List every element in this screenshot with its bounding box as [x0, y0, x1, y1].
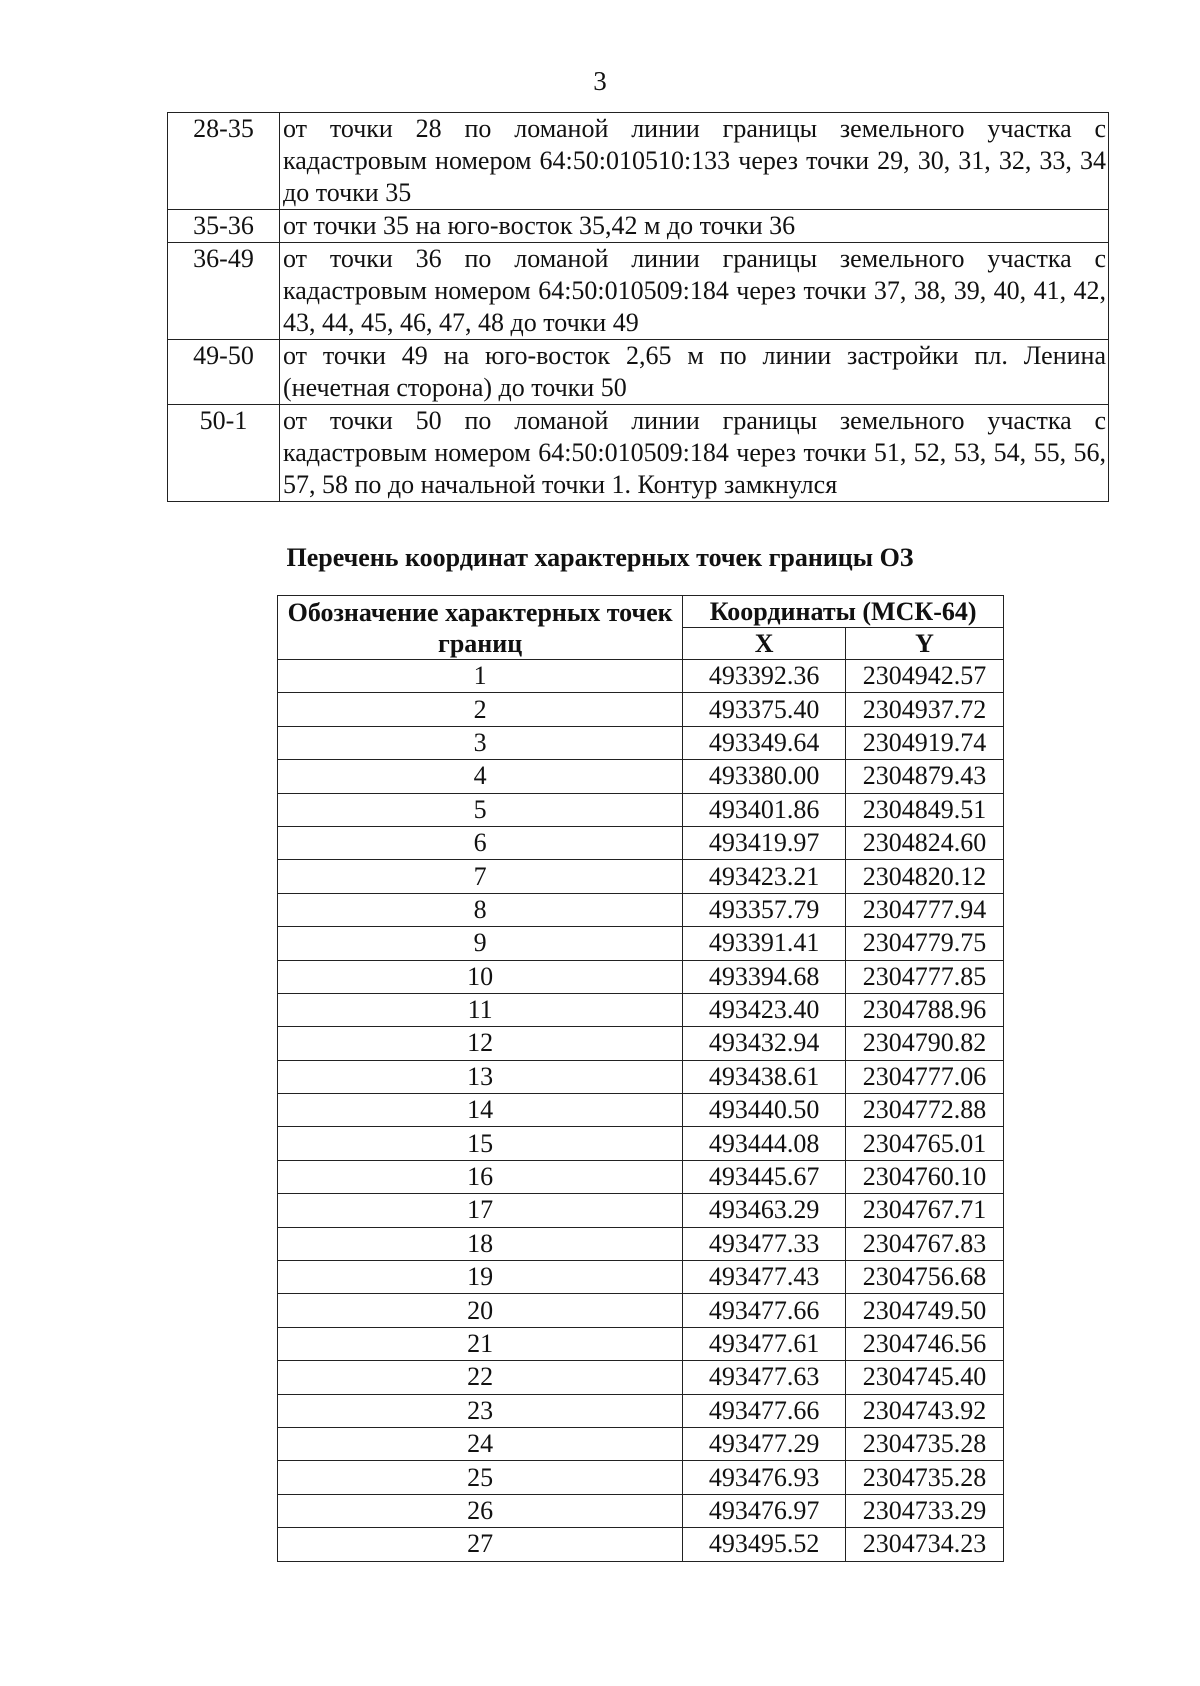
- coordinate-x: 493432.94: [683, 1027, 846, 1060]
- point-number: 26: [278, 1494, 683, 1527]
- boundary-segment: 50-1: [168, 405, 280, 502]
- coordinate-row: [278, 1094, 1004, 1127]
- coordinate-y: 2304790.82: [846, 1027, 1004, 1060]
- header-y: Y: [846, 628, 1004, 660]
- point-number: 19: [278, 1261, 683, 1294]
- coordinate-y: 2304767.83: [846, 1227, 1004, 1260]
- boundary-row: [168, 340, 1109, 405]
- coordinate-y: 2304777.06: [846, 1060, 1004, 1093]
- coordinate-row: [278, 893, 1004, 926]
- point-number: 13: [278, 1060, 683, 1093]
- point-number: 1: [278, 660, 683, 693]
- coordinate-x: 493476.93: [683, 1461, 846, 1494]
- header-points: Обозначение характерных точек границ: [278, 596, 683, 660]
- coordinate-x: 493477.63: [683, 1361, 846, 1394]
- coordinate-y: 2304746.56: [846, 1327, 1004, 1360]
- coordinates-table-body: [278, 660, 1004, 1562]
- coordinate-x: 493401.86: [683, 793, 846, 826]
- page-number: 3: [593, 66, 607, 96]
- boundary-row: [168, 405, 1109, 502]
- coordinate-row: [278, 693, 1004, 726]
- boundary-segment: 28-35: [168, 113, 280, 210]
- coordinate-y: 2304820.12: [846, 860, 1004, 893]
- coordinate-row: [278, 726, 1004, 759]
- coordinate-row: [278, 760, 1004, 793]
- header-coordinates: Координаты (МСК-64): [683, 596, 1004, 628]
- coordinate-row: [278, 1528, 1004, 1561]
- coordinate-y: 2304743.92: [846, 1394, 1004, 1427]
- boundary-segment: 35-36: [168, 210, 280, 243]
- coordinate-y: 2304849.51: [846, 793, 1004, 826]
- coordinate-x: 493463.29: [683, 1194, 846, 1227]
- coordinate-y: 2304765.01: [846, 1127, 1004, 1160]
- coordinate-row: [278, 826, 1004, 859]
- coordinate-row: [278, 927, 1004, 960]
- point-number: 9: [278, 927, 683, 960]
- coordinate-row: [278, 793, 1004, 826]
- point-number: 10: [278, 960, 683, 993]
- point-number: 18: [278, 1227, 683, 1260]
- coordinate-y: 2304735.28: [846, 1427, 1004, 1460]
- boundary-row: [168, 210, 1109, 243]
- point-number: 14: [278, 1094, 683, 1127]
- coordinate-x: 493349.64: [683, 726, 846, 759]
- boundary-segment-description: от точки 49 на юго-восток 2,65 м по линии застройки пл. Ленина (нечетная сторона) до точки 50: [280, 340, 1109, 405]
- coordinate-row: [278, 1427, 1004, 1460]
- coordinate-y: 2304745.40: [846, 1361, 1004, 1394]
- point-number: 17: [278, 1194, 683, 1227]
- coordinate-row: [278, 1227, 1004, 1260]
- coordinate-x: 493392.36: [683, 660, 846, 693]
- point-number: 25: [278, 1461, 683, 1494]
- coordinate-x: 493477.43: [683, 1261, 846, 1294]
- point-number: 21: [278, 1327, 683, 1360]
- coordinate-x: 493380.00: [683, 760, 846, 793]
- point-number: 11: [278, 993, 683, 1026]
- point-number: 3: [278, 726, 683, 759]
- coordinate-x: 493477.61: [683, 1327, 846, 1360]
- coordinate-y: 2304879.43: [846, 760, 1004, 793]
- boundary-segment: 49-50: [168, 340, 280, 405]
- coordinate-y: 2304824.60: [846, 826, 1004, 859]
- point-number: 4: [278, 760, 683, 793]
- coordinate-x: 493357.79: [683, 893, 846, 926]
- point-number: 20: [278, 1294, 683, 1327]
- coordinate-x: 493477.33: [683, 1227, 846, 1260]
- point-number: 22: [278, 1361, 683, 1394]
- coordinate-row: [278, 1127, 1004, 1160]
- point-number: 8: [278, 893, 683, 926]
- coordinate-row: [278, 993, 1004, 1026]
- point-number: 6: [278, 826, 683, 859]
- coordinate-row: [278, 1261, 1004, 1294]
- coordinate-x: 493477.66: [683, 1394, 846, 1427]
- coordinate-y: 2304942.57: [846, 660, 1004, 693]
- boundary-description-table: [167, 112, 1109, 502]
- coordinate-x: 493445.67: [683, 1160, 846, 1193]
- boundary-segment-description: от точки 28 по ломаной линии границы земельного участка с кадастровым номером 64:50:010510:133 через точки 29, 30, 31, 32, 33, 34 до точки 35: [280, 113, 1109, 210]
- point-number: 23: [278, 1394, 683, 1427]
- coordinate-y: 2304772.88: [846, 1094, 1004, 1127]
- coordinate-x: 493423.40: [683, 993, 846, 1026]
- coordinates-section-title: Перечень координат характерных точек границы ОЗ: [286, 543, 914, 572]
- coordinate-y: 2304756.68: [846, 1261, 1004, 1294]
- coordinate-x: 493477.29: [683, 1427, 846, 1460]
- point-number: 2: [278, 693, 683, 726]
- coordinate-x: 493391.41: [683, 927, 846, 960]
- coordinate-x: 493495.52: [683, 1528, 846, 1561]
- coordinate-y: 2304788.96: [846, 993, 1004, 1026]
- boundary-description-body: [168, 113, 1109, 502]
- coordinate-y: 2304937.72: [846, 693, 1004, 726]
- boundary-segment: 36-49: [168, 243, 280, 340]
- coordinate-y: 2304777.94: [846, 893, 1004, 926]
- coordinate-y: 2304749.50: [846, 1294, 1004, 1327]
- coordinate-row: [278, 1361, 1004, 1394]
- coordinate-row: [278, 860, 1004, 893]
- point-number: 24: [278, 1427, 683, 1460]
- coordinate-x: 493375.40: [683, 693, 846, 726]
- boundary-segment-description: от точки 36 по ломаной линии границы земельного участка с кадастровым номером 64:50:010509:184 через точки 37, 38, 39, 40, 41, 42, 43, 44, 45, 46, 47, 48 до точки 49: [280, 243, 1109, 340]
- coordinates-table-header: [278, 596, 1004, 660]
- coordinate-y: 2304777.85: [846, 960, 1004, 993]
- coordinate-row: [278, 660, 1004, 693]
- point-number: 12: [278, 1027, 683, 1060]
- point-number: 15: [278, 1127, 683, 1160]
- boundary-row: [168, 113, 1109, 210]
- coordinate-x: 493477.66: [683, 1294, 846, 1327]
- coordinate-y: 2304735.28: [846, 1461, 1004, 1494]
- coordinate-x: 493440.50: [683, 1094, 846, 1127]
- coordinate-x: 493423.21: [683, 860, 846, 893]
- coordinate-y: 2304733.29: [846, 1494, 1004, 1527]
- point-number: 27: [278, 1528, 683, 1561]
- coordinate-y: 2304767.71: [846, 1194, 1004, 1227]
- coordinate-row: [278, 1027, 1004, 1060]
- coordinate-y: 2304760.10: [846, 1160, 1004, 1193]
- coordinate-x: 493438.61: [683, 1060, 846, 1093]
- coordinate-row: [278, 1294, 1004, 1327]
- coordinate-row: [278, 1461, 1004, 1494]
- coordinate-row: [278, 1394, 1004, 1427]
- coordinate-y: 2304734.23: [846, 1528, 1004, 1561]
- coordinate-x: 493394.68: [683, 960, 846, 993]
- coordinate-row: [278, 1494, 1004, 1527]
- coordinate-row: [278, 1327, 1004, 1360]
- coordinate-row: [278, 1160, 1004, 1193]
- coordinate-x: 493476.97: [683, 1494, 846, 1527]
- coordinate-x: 493444.08: [683, 1127, 846, 1160]
- boundary-segment-description: от точки 50 по ломаной линии границы земельного участка с кадастровым номером 64:50:010509:184 через точки 51, 52, 53, 54, 55, 56, 57, 58 по до начальной точки 1. Контур замкнулся: [280, 405, 1109, 502]
- coordinate-row: [278, 1060, 1004, 1093]
- coordinates-table: [277, 595, 1004, 1562]
- coordinate-y: 2304779.75: [846, 927, 1004, 960]
- header-x: X: [683, 628, 846, 660]
- coordinate-row: [278, 960, 1004, 993]
- boundary-row: [168, 243, 1109, 340]
- boundary-segment-description: от точки 35 на юго-восток 35,42 м до точки 36: [280, 210, 1109, 243]
- coordinate-row: [278, 1194, 1004, 1227]
- coordinate-y: 2304919.74: [846, 726, 1004, 759]
- point-number: 7: [278, 860, 683, 893]
- point-number: 5: [278, 793, 683, 826]
- coordinate-x: 493419.97: [683, 826, 846, 859]
- point-number: 16: [278, 1160, 683, 1193]
